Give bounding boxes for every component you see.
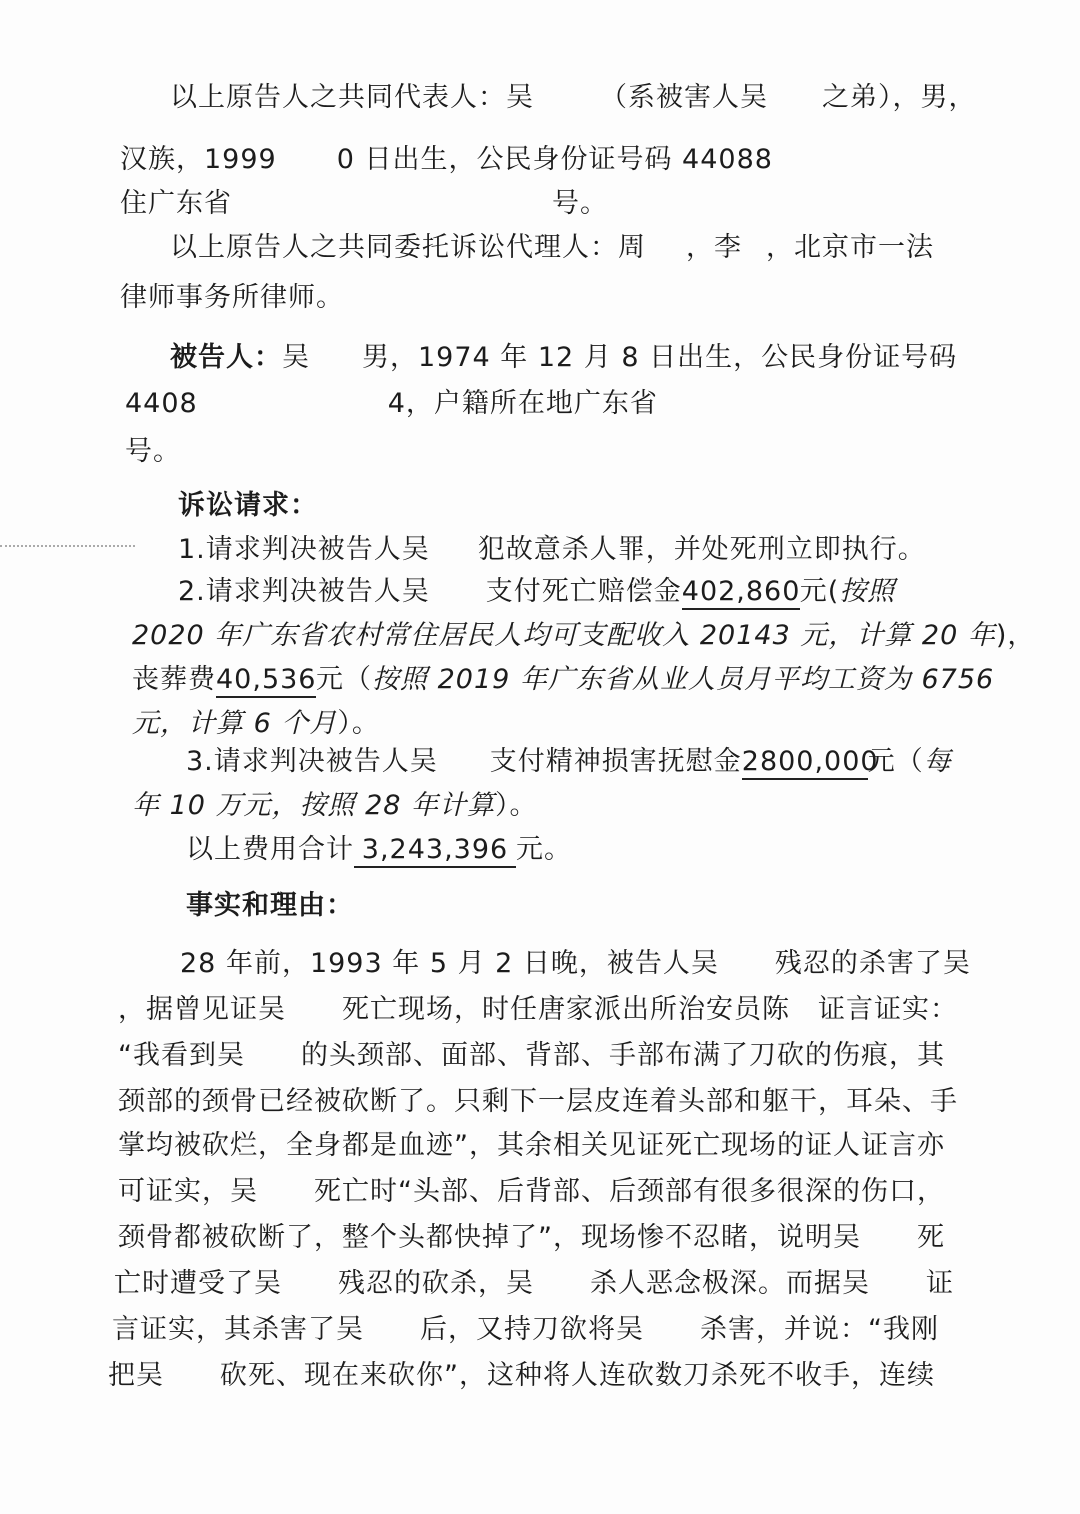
agent-line-1 <box>170 228 934 268</box>
facts-line: 言证实，其杀害了吴 后，又持刀欲将吴 杀害，并说：“我刚 <box>112 1314 939 1345</box>
facts-line: 亡时遭受了吴 残忍的砍杀，吴 杀人恶念极深。而据吴 证 <box>114 1268 954 1299</box>
text: 2020 年广东省农村常住居民人均可支配收入 20143 元，计算 20 年 <box>132 620 996 651</box>
facts-line: “我看到吴 的头颈部、面部、背部、手部布满了刀砍的伤痕，其 <box>118 1040 945 1071</box>
scan-artifact <box>0 545 135 549</box>
claims-total <box>186 830 572 870</box>
text: 元，计算 6 个月 <box>132 708 338 739</box>
text: 住广东省 <box>120 188 232 219</box>
claim-3-line-2 <box>132 786 538 826</box>
text: 丧葬费 <box>132 664 216 695</box>
representative-line-2 <box>120 140 773 180</box>
representative-line-3 <box>120 184 608 224</box>
text: （系被害人吴 <box>600 82 768 113</box>
facts-line: 掌均被砍烂，全身都是血迹”，其余相关见证死亡现场的证人证言亦 <box>118 1130 945 1161</box>
facts-line: ，据曾见证吴 死亡现场，时任唐家派出所治安员陈 证言证实： <box>118 994 958 1025</box>
text: 每 <box>923 746 952 777</box>
text: 支付精神损害抚慰金 <box>489 746 742 777</box>
facts-line: 可证实，吴 死亡时“头部、后背部、后颈部有很多很深的伤口， <box>118 1176 945 1207</box>
text: 1.请求判决被告人吴 <box>178 534 430 565</box>
facts-line: 把吴 砍死、现在来砍你”，这种将人连砍数刀杀死不收手，连续 <box>108 1360 935 1391</box>
facts-line: 颈部的颈骨已经被砍断了。只剩下一层皮连着头部和躯干，耳朵、手 <box>118 1086 958 1117</box>
text: 以上费用合计 <box>186 834 354 865</box>
death-compensation-amount: 402,860 <box>682 576 800 610</box>
text: ）。 <box>495 790 538 821</box>
text: 2.请求判决被告人吴 <box>178 576 430 607</box>
claim-2-line-1 <box>178 572 895 612</box>
text: 犯故意杀人罪，并处死刑立即执行。 <box>477 534 926 565</box>
claims-heading: 诉讼请求： <box>178 490 318 521</box>
mental-damage-amount: 2800,000 <box>742 746 868 780</box>
text: 按照 <box>839 576 896 607</box>
text: 按照 2019 年广东省从业人员月平均工资为 6756 <box>372 664 995 695</box>
representative-line-1 <box>170 78 977 118</box>
claim-2-line-2 <box>132 616 1035 656</box>
text: 之弟），男， <box>822 82 977 113</box>
funeral-amount: 40,536 <box>216 664 316 698</box>
text: 3.请求判决被告人吴 <box>186 746 438 777</box>
text: 以上原告人之共同委托诉讼代理人：周 <box>170 232 646 263</box>
defendant-line-2 <box>125 384 658 424</box>
text: 以上原告人之共同代表人：吴 <box>170 82 534 113</box>
total-amount: 3,243,396 <box>354 834 516 868</box>
claim-2-line-3 <box>132 660 994 700</box>
text: 4，户籍所在地广东省 <box>387 388 658 419</box>
facts-line: 颈骨都被砍断了，整个头都快掉了”，现场惨不忍睹，说明吴 死 <box>118 1222 945 1253</box>
text: 元。 <box>516 834 572 865</box>
text: 年 10 万元，按照 28 年计算 <box>132 790 496 821</box>
text: 汉族，1999 <box>120 144 277 175</box>
defendant-line-1 <box>170 338 957 378</box>
defendant-label: 被告人： <box>170 342 282 373</box>
text: ，北京市一法 <box>766 232 934 263</box>
agent-line-2: 律师事务所律师。 <box>120 282 344 313</box>
facts-heading: 事实和理由： <box>186 890 354 921</box>
facts-line: 28 年前，1993 年 5 月 2 日晚，被告人吴 残忍的杀害了吴 <box>180 948 971 979</box>
claim-1 <box>178 530 926 570</box>
text: )， <box>995 620 1036 651</box>
text: 号。 <box>552 188 608 219</box>
text: 男，1974 年 12 月 8 日出生，公民身份证号码 <box>362 342 958 373</box>
defendant-line-3: 号。 <box>125 436 181 467</box>
text: 元（ <box>867 746 924 777</box>
claim-2-line-4 <box>132 704 380 744</box>
text: 吴 <box>282 342 310 373</box>
text: ）。 <box>337 708 380 739</box>
text: 元（ <box>316 664 372 695</box>
text: 0 日出生，公民身份证号码 44088 <box>336 144 773 175</box>
text: 元( <box>799 576 840 607</box>
text: ，李 <box>686 232 742 263</box>
claim-3-line-1 <box>186 742 952 782</box>
text: 支付死亡赔偿金 <box>485 576 682 607</box>
text: 4408 <box>125 388 198 419</box>
